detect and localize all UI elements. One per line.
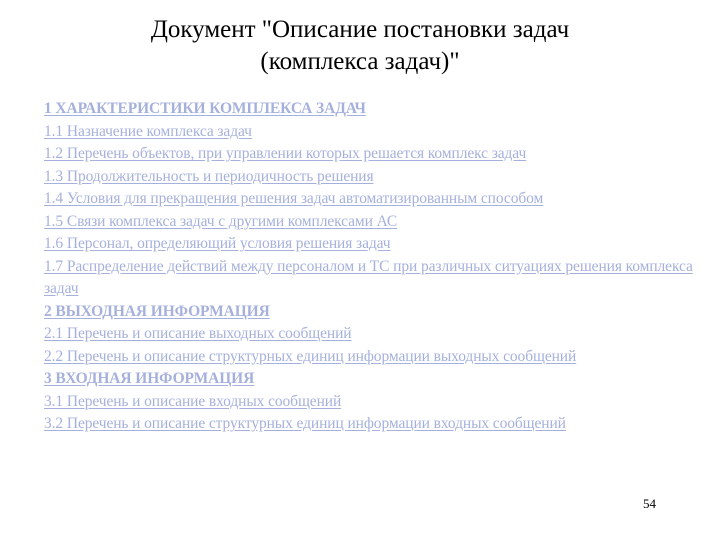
- toc-link-2-2[interactable]: 2.2 Перечень и описание структурных единиц информации выходных сообщений: [44, 347, 577, 365]
- toc-link-3-2[interactable]: 3.2 Перечень и описание структурных единиц информации входных сообщений: [44, 415, 566, 432]
- toc-link-1-7[interactable]: 1.7 Распределение действий между персоналом и ТС при различных ситуациях решения комплекса задач: [44, 257, 693, 297]
- toc-link-3-1[interactable]: 3.1 Перечень и описание входных сообщений: [44, 392, 342, 410]
- toc-link-1-1[interactable]: 1.1 Назначение комплекса задач: [44, 122, 252, 140]
- toc-link-section-3[interactable]: 3 ВХОДНАЯ ИНФОРМАЦИЯ: [44, 370, 255, 387]
- toc-link-section-2[interactable]: 2 ВЫХОДНАЯ ИНФОРМАЦИЯ: [44, 302, 270, 320]
- toc-link-2-1[interactable]: 2.1 Перечень и описание выходных сообщений: [44, 325, 352, 342]
- title-line-2: (комплекса задач)": [260, 48, 460, 75]
- page-title: [0, 14, 720, 78]
- toc-link-section-1[interactable]: 1 ХАРАКТЕРИСТИКИ КОМПЛЕКСА ЗАДАЧ: [44, 100, 366, 117]
- toc-link-1-3[interactable]: 1.3 Продолжительность и периодичность решения: [44, 167, 374, 185]
- table-of-contents: [44, 98, 714, 436]
- toc-link-1-5[interactable]: 1.5 Связи комплекса задач с другими комплексами АС: [44, 212, 398, 230]
- page-number: 54: [643, 496, 656, 511]
- toc-link-1-6[interactable]: 1.6 Персонал, определяющий условия решения задач: [44, 235, 391, 252]
- toc-link-1-4[interactable]: 1.4 Условия для прекращения решения задач автоматизированным способом: [44, 190, 544, 207]
- title-line-1: Документ "Описание постановки задач: [150, 16, 570, 43]
- toc-link-1-2[interactable]: 1.2 Перечень объектов, при управлении которых решается комплекс задач: [44, 145, 527, 162]
